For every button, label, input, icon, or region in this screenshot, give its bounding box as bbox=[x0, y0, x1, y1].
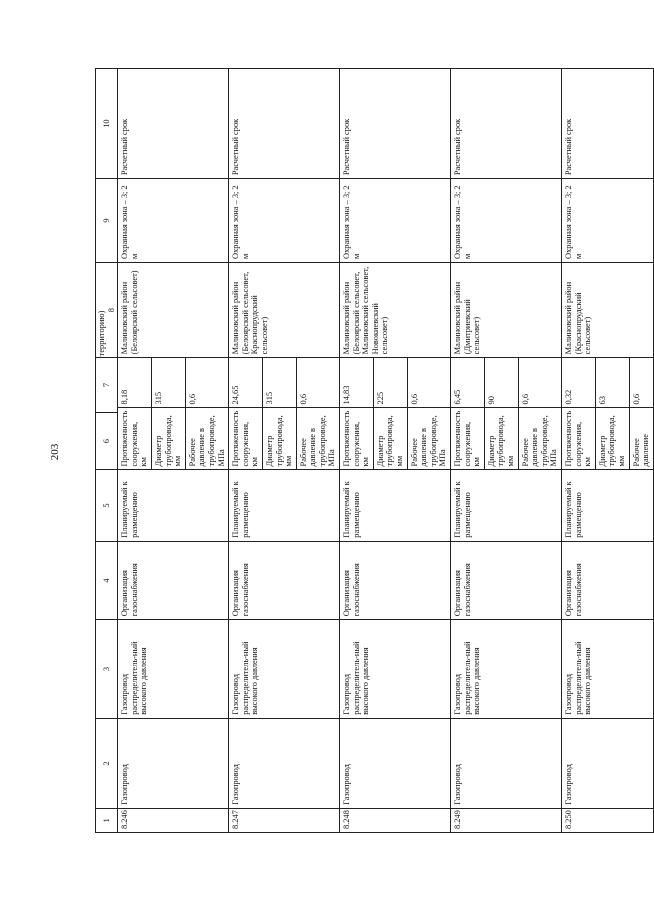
param-label: Рабочее давление в трубопроводе, МПа bbox=[185, 408, 228, 470]
param-value: 24,65 bbox=[229, 358, 262, 408]
column-number: 9 bbox=[96, 179, 118, 263]
object-location: Малиновский район (Дмитриевский сельсовет) bbox=[451, 262, 562, 357]
param-label: Протяженность сооружения, км bbox=[340, 408, 373, 470]
object-name: Газопровод распределитель-ный высокого давления bbox=[118, 620, 229, 719]
param-value: 315 bbox=[262, 358, 296, 408]
parameters-subtable bbox=[229, 358, 339, 469]
column-number: 4 bbox=[96, 541, 118, 620]
param-label: Протяженность сооружения, км bbox=[118, 408, 151, 470]
object-status: Планируемый к размещению bbox=[451, 470, 562, 541]
parameters-subtable bbox=[451, 358, 561, 469]
object-name: Газопровод распределитель-ный высокого давления bbox=[561, 620, 653, 719]
table-row bbox=[561, 69, 653, 833]
param-row bbox=[229, 358, 262, 469]
row-number: 8.250 bbox=[561, 808, 653, 832]
param-row bbox=[118, 358, 151, 469]
implementation-term: Расчетный срок bbox=[118, 69, 229, 179]
protection-zone: Охранная зона – 3; 2 м bbox=[451, 179, 562, 263]
param-value: 225 bbox=[373, 358, 407, 408]
param-label: Диаметр трубопровода, мм bbox=[373, 408, 407, 470]
object-location: Малиновский район (Белоярский сельсовет, Краснопрудский сельсовет) bbox=[229, 262, 340, 357]
param-value: 0,6 bbox=[631, 393, 641, 405]
parameters-subtable bbox=[340, 358, 450, 469]
param-label: Диаметр трубопровода, мм bbox=[151, 408, 185, 470]
row-number: 8.247 bbox=[229, 808, 340, 832]
param-value: 8,18 bbox=[118, 358, 151, 408]
table-row bbox=[451, 69, 562, 833]
param-label: Протяженность сооружения, км bbox=[562, 408, 595, 470]
column-number: 7 bbox=[96, 358, 118, 412]
gas-pipeline-table bbox=[95, 68, 654, 833]
implementation-term: Расчетный срок bbox=[340, 69, 451, 179]
object-type: Газопровод bbox=[118, 718, 229, 808]
param-value: 90 bbox=[484, 358, 518, 408]
object-purpose: Организация газоснабжения bbox=[340, 541, 451, 620]
column-number-row bbox=[96, 69, 118, 833]
parameters-subtable bbox=[118, 358, 228, 469]
object-type: Газопровод bbox=[451, 718, 562, 808]
param-value: 0,6 bbox=[187, 393, 197, 405]
param-label: Рабочее давление bbox=[629, 408, 653, 470]
object-purpose: Организация газоснабжения bbox=[451, 541, 562, 620]
implementation-term: Расчетный срок bbox=[229, 69, 340, 179]
object-location: Малиновский район (Белоярский сельсовет) bbox=[118, 262, 229, 357]
protection-zone: Охранная зона – 3; 2 м bbox=[118, 179, 229, 263]
param-row bbox=[296, 358, 339, 469]
column-number: 1 bbox=[96, 808, 118, 832]
object-status: Планируемый к размещению bbox=[340, 470, 451, 541]
row-number: 8.249 bbox=[451, 808, 562, 832]
param-value: 315 bbox=[151, 358, 185, 408]
param-row bbox=[151, 358, 185, 469]
param-value: 6,45 bbox=[451, 358, 484, 408]
column-number: 3 bbox=[96, 620, 118, 719]
page-number: 203 bbox=[49, 443, 61, 461]
param-label: Диаметр трубопровода, мм bbox=[484, 408, 518, 470]
param-value: 0,6 bbox=[520, 393, 530, 405]
protection-zone: Охранная зона – 3; 2 м bbox=[340, 179, 451, 263]
param-row bbox=[595, 358, 629, 469]
object-parameters bbox=[118, 358, 229, 470]
row-number: 8.248 bbox=[340, 808, 451, 832]
rotated-table-wrapper bbox=[95, 68, 651, 833]
object-parameters bbox=[561, 358, 653, 470]
object-name: Газопровод распределитель-ный высокого давления bbox=[451, 620, 562, 719]
param-value: 0,6 bbox=[409, 393, 419, 405]
param-row bbox=[185, 358, 228, 469]
object-type: Газопровод bbox=[561, 718, 653, 808]
param-row bbox=[484, 358, 518, 469]
param-row bbox=[373, 358, 407, 469]
param-value: 0,6 bbox=[298, 393, 308, 405]
column-number: 6 bbox=[96, 412, 118, 470]
param-label: Диаметр трубопровода, мм bbox=[595, 408, 629, 470]
table-row bbox=[118, 69, 229, 833]
protection-zone: Охранная зона – 3; 2 м bbox=[229, 179, 340, 263]
param-label: Протяженность сооружения, км bbox=[229, 408, 262, 470]
param-label: Протяженность сооружения, км bbox=[451, 408, 484, 470]
param-value: 63 bbox=[595, 358, 629, 408]
object-parameters bbox=[451, 358, 562, 470]
param-row bbox=[518, 358, 561, 469]
object-name: Газопровод распределитель-ный высокого давления bbox=[229, 620, 340, 719]
param-row bbox=[262, 358, 296, 469]
object-status: Планируемый к размещению bbox=[118, 470, 229, 541]
continuation-text: территорию) bbox=[97, 310, 106, 357]
parameters-subtable bbox=[562, 358, 653, 469]
column-number: 5 bbox=[96, 470, 118, 541]
column-number: территорию) 8 bbox=[96, 262, 118, 357]
param-row bbox=[451, 358, 484, 469]
object-purpose: Организация газоснабжения bbox=[229, 541, 340, 620]
protection-zone: Охранная зона – 3; 2 м bbox=[561, 179, 653, 263]
object-parameters bbox=[340, 358, 451, 470]
row-number: 8.246 bbox=[118, 808, 229, 832]
table-row bbox=[229, 69, 340, 833]
column-number: 2 bbox=[96, 718, 118, 808]
table-row bbox=[340, 69, 451, 833]
param-label: Рабочее давление в трубопроводе, МПа bbox=[518, 408, 561, 470]
param-value: 0,32 bbox=[562, 358, 595, 408]
object-type: Газопровод bbox=[340, 718, 451, 808]
param-value: 14,83 bbox=[340, 358, 373, 408]
object-parameters bbox=[229, 358, 340, 470]
implementation-term: Расчетный срок bbox=[561, 69, 653, 179]
param-label: Диаметр трубопровода, мм bbox=[262, 408, 296, 470]
column-number: 10 bbox=[96, 69, 118, 179]
object-type: Газопровод bbox=[229, 718, 340, 808]
param-row bbox=[407, 358, 450, 469]
param-label: Рабочее давление в трубопроводе, МПа bbox=[407, 408, 450, 470]
object-purpose: Организация газоснабжения bbox=[118, 541, 229, 620]
param-row bbox=[340, 358, 373, 469]
param-row bbox=[629, 358, 653, 469]
object-name: Газопровод распределитель-ный высокого давления bbox=[340, 620, 451, 719]
param-row bbox=[562, 358, 595, 469]
object-location: Малиновский район (Краснопрудский сельсовет) bbox=[561, 262, 653, 357]
object-status: Планируемый к размещению bbox=[561, 470, 653, 541]
param-label: Рабочее давление в трубопроводе, МПа bbox=[296, 408, 339, 470]
object-status: Планируемый к размещению bbox=[229, 470, 340, 541]
implementation-term: Расчетный срок bbox=[451, 69, 562, 179]
object-purpose: Организация газоснабжения bbox=[561, 541, 653, 620]
object-location: Малиновский район (Белоярский сельсовет, Малиновский сельсовет, Новокиевский сельсовет) bbox=[340, 262, 451, 357]
